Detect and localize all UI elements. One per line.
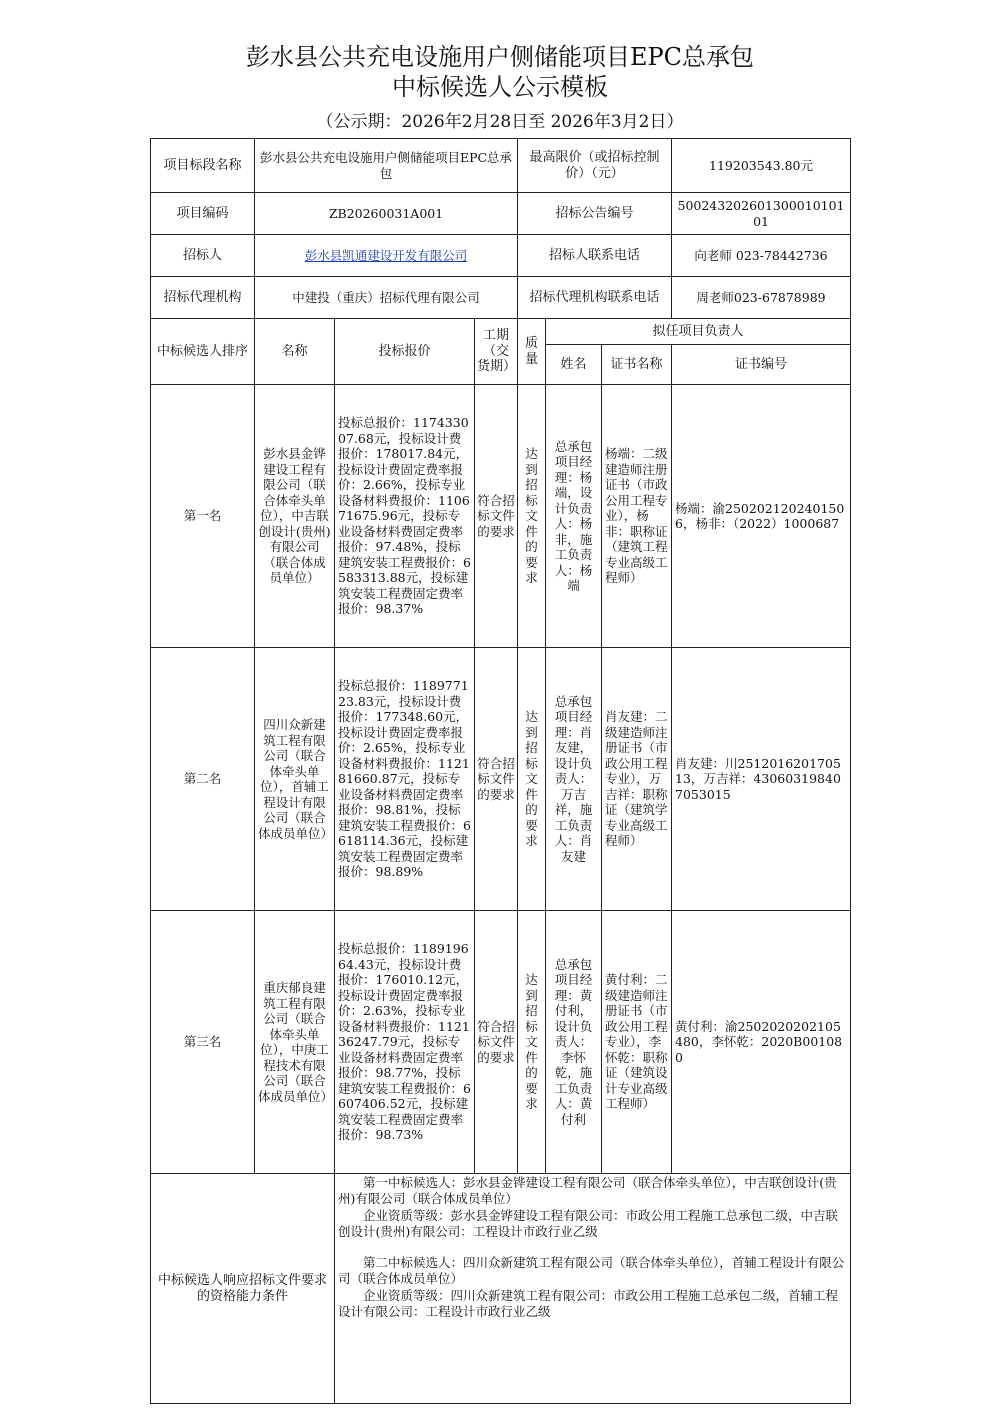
agency: 中建投（重庆）招标代理有限公司 bbox=[255, 277, 518, 319]
col-cert-no: 证书编号 bbox=[672, 345, 851, 385]
candidate-period: 符合招标文件的要求 bbox=[475, 385, 518, 648]
notice-code-label: 招标公告编号 bbox=[518, 193, 672, 235]
agency-phone: 周老师023-67878989 bbox=[672, 277, 851, 319]
candidate-quality: 达到招标文件的要求 bbox=[518, 911, 546, 1174]
notice-code: 500243202601300010101 01 bbox=[672, 193, 851, 235]
candidate-quality: 达到招标文件的要求 bbox=[518, 385, 546, 648]
project-code: ZB20260031A001 bbox=[255, 193, 518, 235]
qualification-paragraph: 企业资质等级：彭水县金铧建设工程有限公司：市政公用工程施工总承包二级，中吉联创设计(贵州)有限公司：工程设计市政行业乙级 bbox=[338, 1208, 839, 1239]
agency-label: 招标代理机构 bbox=[151, 277, 255, 319]
info-row-agency bbox=[151, 277, 851, 319]
qualification-content bbox=[335, 1174, 851, 1404]
candidate-rank: 第二名 bbox=[151, 648, 255, 911]
candidate-row-3 bbox=[151, 911, 851, 1174]
tenderer-phone-label: 招标人联系电话 bbox=[518, 235, 672, 277]
candidate-quality: 达到招标文件的要求 bbox=[518, 648, 546, 911]
col-rank: 中标候选人排序 bbox=[151, 319, 255, 385]
candidate-bid: 投标总报价：117433007.68元，投标设计费报价：178017.84元，投标设计费固定费率报价：2.66%，投标专业设备材料费报价：110671675.96元，投标专业设备材料费固定费率报价：97.48%，投标建筑安装工程费报价：6583313.88元，投标建筑安装工程费固定费率报价：98.37% bbox=[335, 385, 475, 648]
candidate-period: 符合招标文件的要求 bbox=[475, 911, 518, 1174]
candidate-cert-name: 肖友建：二级建造师注册证书（市政公用工程专业），万吉祥：职称证（建筑学专业高级工程师） bbox=[602, 648, 672, 911]
candidate-pm-name: 总承包项目经理：肖友建，设计负责人：万吉祥，施工负责人：肖友建 bbox=[546, 648, 602, 911]
candidate-bid: 投标总报价：118919664.43元，投标设计费报价：176010.12元，投标设计费固定费率报价：2.63%，投标专业设备材料费报价：112136247.79元，投标专业设备材料费固定费率报价：98.77%，投标建筑安装工程费报价：6607406.52元，投标建筑安装工程费固定费率报价：98.73% bbox=[335, 911, 475, 1174]
agency-phone-label: 招标代理机构联系电话 bbox=[518, 277, 672, 319]
max-price-label: 最高限价（或招标控制价）（元） bbox=[518, 139, 672, 193]
candidate-rank: 第一名 bbox=[151, 385, 255, 648]
column-header-row bbox=[151, 319, 851, 345]
col-pm-name: 姓名 bbox=[546, 345, 602, 385]
col-period: 工期（交货期） bbox=[475, 319, 518, 385]
info-row-code bbox=[151, 193, 851, 235]
tenderer-link[interactable]: 彭水县凯通建设开发有限公司 bbox=[304, 247, 468, 263]
page-title-line1: 彭水县公共充电设施用户侧储能项目EPC总承包 bbox=[245, 43, 755, 71]
page-title-line2: 中标候选人公示模板 bbox=[392, 73, 608, 101]
candidate-period: 符合招标文件的要求 bbox=[475, 648, 518, 911]
paragraph-gap bbox=[338, 1241, 847, 1255]
info-row-project bbox=[151, 139, 851, 193]
qualification-label: 中标候选人响应招标文件要求的资格能力条件 bbox=[151, 1174, 335, 1404]
tenderer-phone: 向老师 023-78442736 bbox=[672, 235, 851, 277]
col-name: 名称 bbox=[255, 319, 335, 385]
qualification-row bbox=[151, 1174, 851, 1404]
candidate-name: 四川众新建筑工程有限公司（联合体牵头单位），首辅工程设计有限公司（联合体成员单位） bbox=[255, 648, 335, 911]
qualification-paragraph: 第二中标候选人：四川众新建筑工程有限公司（联合体牵头单位），首辅工程设计有限公司（联合体成员单位） bbox=[338, 1255, 845, 1286]
candidate-bid: 投标总报价：118977123.83元，投标设计费报价：177348.60元，投标设计费固定费率报价：2.65%，投标专业设备材料费报价：112181660.87元，投标专业设备材料费固定费率报价：98.81%，投标建筑安装工程费报价：6618114.36元，投标建筑安装工程费固定费率报价：98.89% bbox=[335, 648, 475, 911]
candidate-pm-name: 总承包项目经理：黄付利，设计负责人：李怀乾，施工负责人：黄付利 bbox=[546, 911, 602, 1174]
candidate-row-1 bbox=[151, 385, 851, 648]
candidate-name: 重庆郁良建筑工程有限公司（联合体牵头单位），中庚工程技术有限公司（联合体成员单位） bbox=[255, 911, 335, 1174]
max-price: 119203543.80元 bbox=[672, 139, 851, 193]
qualification-paragraph: 企业资质等级：四川众新建筑工程有限公司：市政公用工程施工总承包二级，首辅工程设计有限公司：工程设计市政行业乙级 bbox=[338, 1288, 839, 1319]
candidate-cert-name: 黄付利：二级建造师注册证书（市政公用工程专业），李怀乾：职称证（建筑设计专业高级工程师） bbox=[602, 911, 672, 1174]
col-pm-group: 拟任项目负责人 bbox=[546, 319, 851, 345]
candidate-row-2 bbox=[151, 648, 851, 911]
candidate-pm-name: 总承包项目经理：杨端，设计负责人：杨非，施工负责人：杨端 bbox=[546, 385, 602, 648]
project-name-label: 项目标段名称 bbox=[151, 139, 255, 193]
qualification-paragraph: 第一中标候选人：彭水县金铧建设工程有限公司（联合体牵头单位），中吉联创设计(贵州)有限公司（联合体成员单位） bbox=[338, 1175, 837, 1206]
candidate-name: 彭水县金铧建设工程有限公司（联合体牵头单位），中吉联创设计(贵州)有限公司（联合体成员单位） bbox=[255, 385, 335, 648]
col-bid: 投标报价 bbox=[335, 319, 475, 385]
candidate-rank: 第三名 bbox=[151, 911, 255, 1174]
tenderer-label: 招标人 bbox=[151, 235, 255, 277]
notice-period: （公示期：2026年2月28日至 2026年3月2日） bbox=[316, 112, 684, 132]
candidate-cert-no: 杨端：渝2502021202401506，杨非：（2022）1000687 bbox=[672, 385, 851, 648]
candidate-cert-name: 杨端：二级建造师注册证书（市政公用工程专业），杨非：职称证（建筑工程专业高级工程师） bbox=[602, 385, 672, 648]
col-quality: 质量 bbox=[518, 319, 546, 385]
candidate-table bbox=[150, 138, 851, 1404]
project-name: 彭水县公共充电设施用户侧储能项目EPC总承包 bbox=[255, 139, 518, 193]
candidate-cert-no: 黄付利：渝2502020202105480，李怀乾：2020B001080 bbox=[672, 911, 851, 1174]
col-cert-name: 证书名称 bbox=[602, 345, 672, 385]
candidate-cert-no: 肖友建：川251201620170513，万吉祥：430603198407053015 bbox=[672, 648, 851, 911]
project-code-label: 项目编码 bbox=[151, 193, 255, 235]
info-row-tenderer bbox=[151, 235, 851, 277]
